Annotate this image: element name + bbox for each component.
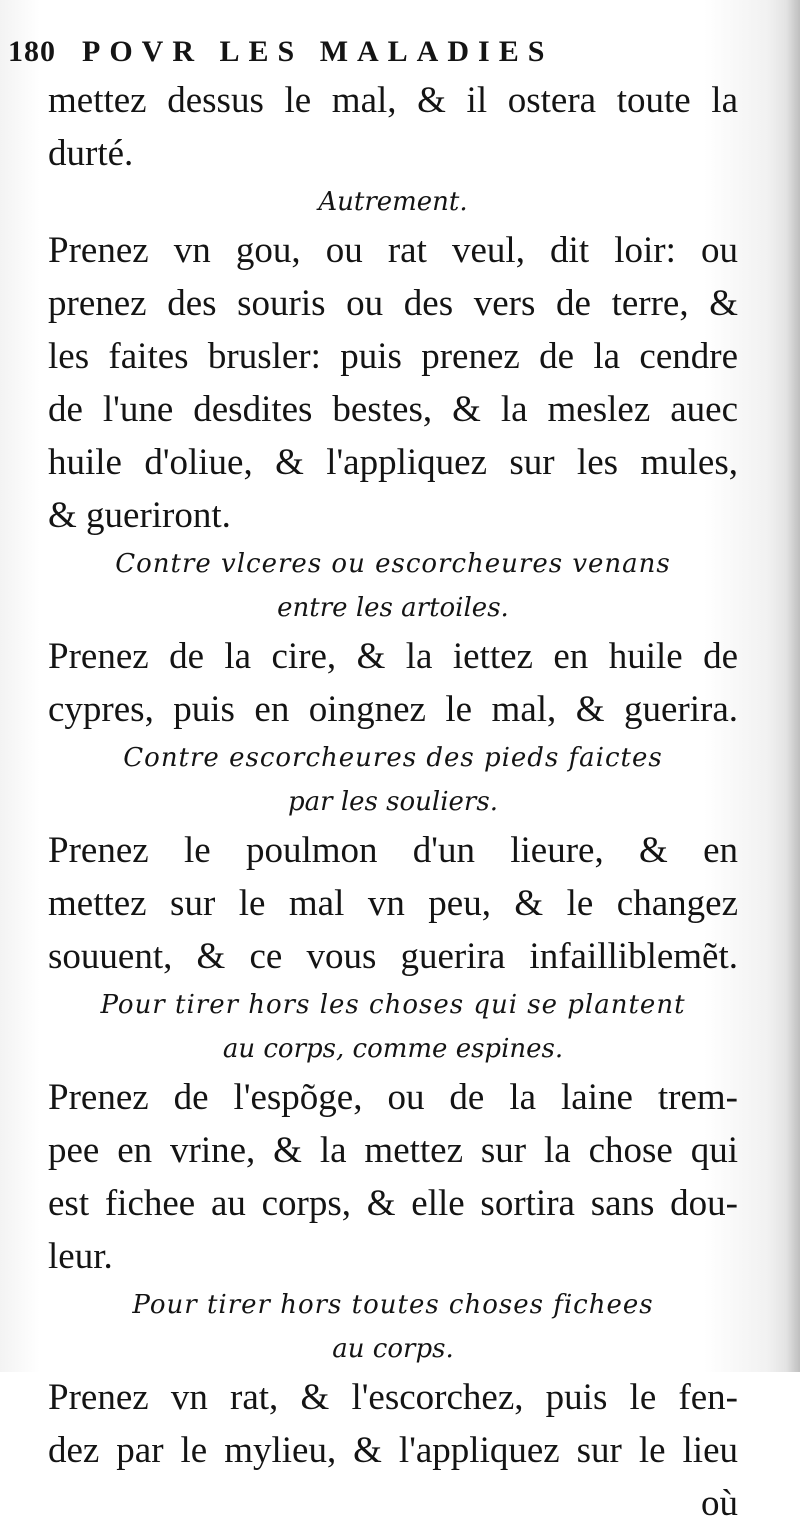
text-line: leur. <box>48 1236 113 1277</box>
page-number: 180 <box>8 35 56 68</box>
section-heading: Pour tirer hors toutes choses fichees <box>132 1290 654 1320</box>
running-title: POVR LES MALADIES <box>82 35 554 68</box>
text-line: prenez des souris ou des vers de terre, & <box>48 283 738 324</box>
text-line: Prenez vn gou, ou rat veul, dit loir: ou <box>48 230 738 271</box>
text-line: mettez sur le mal vn peu, & le changez <box>48 883 738 924</box>
text-line: cypres, puis en oingnez le mal, & guerira. <box>48 689 738 730</box>
page-edge-shadow <box>786 0 800 1372</box>
text-line: de l'une desdites bestes, & la meslez auec <box>48 389 738 430</box>
text-line: les faites brusler: puis prenez de la cendre <box>48 336 738 377</box>
text-line: pee en vrine, & la mettez sur la chose qui <box>48 1130 738 1171</box>
running-header <box>8 30 738 74</box>
section-heading-cont: au corps. <box>332 1334 454 1364</box>
section-heading: Contre vlceres ou escorcheures venans <box>115 549 671 579</box>
text-line: Prenez vn rat, & l'escorchez, puis le fen- <box>48 1377 738 1418</box>
text-block <box>8 30 738 1530</box>
text-line: durté. <box>48 133 134 174</box>
text-line: Prenez de la cire, & la iettez en huile de <box>48 636 738 677</box>
text-line: dez par le mylieu, & l'appliquez sur le lieu <box>48 1430 738 1471</box>
catchword: où <box>701 1483 738 1524</box>
section-heading: Pour tirer hors les choses qui se plantent <box>100 990 686 1020</box>
text-line: mettez dessus le mal, & il ostera toute la <box>48 80 738 121</box>
text-line: est fichee au corps, & elle sortira sans dou- <box>48 1183 738 1224</box>
text-line: Prenez de l'espõge, ou de la laine trem- <box>48 1077 738 1118</box>
section-heading-cont: entre les artoiles. <box>277 593 509 623</box>
text-line: Prenez le poulmon d'un lieure, & en <box>48 830 738 871</box>
section-heading: Contre escorcheures des pieds faictes <box>123 743 663 773</box>
text-line: & gueriront. <box>48 495 231 536</box>
text-line: souuent, & ce vous guerira infailliblemẽt. <box>48 936 738 977</box>
text-line: huile d'oliue, & l'appliquez sur les mules, <box>48 442 738 483</box>
section-heading: Autrement. <box>318 187 468 217</box>
section-heading-cont: au corps, comme espines. <box>222 1034 564 1064</box>
section-heading-cont: par les souliers. <box>288 787 498 817</box>
